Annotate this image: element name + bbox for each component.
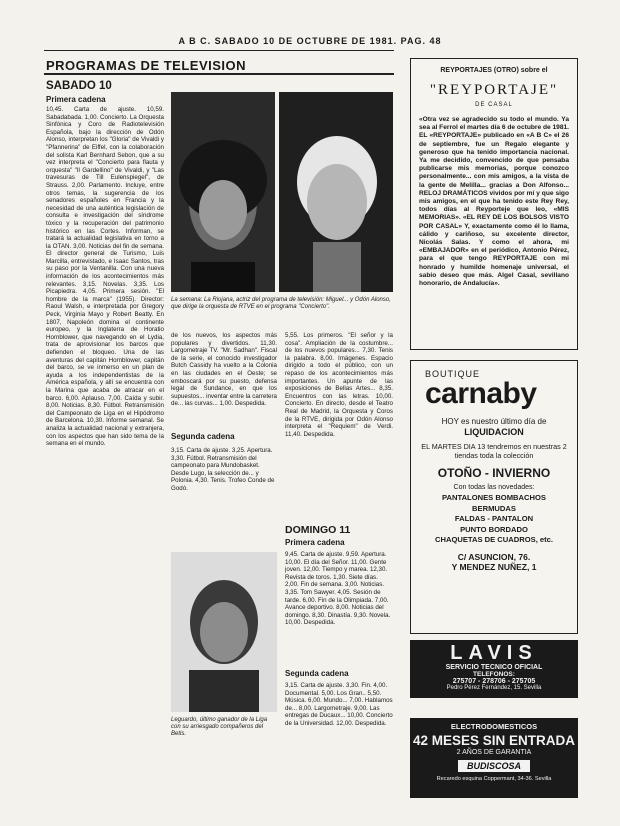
lavis-phones-label: TELEFONOS: xyxy=(473,671,515,678)
footballer-image xyxy=(171,552,277,712)
channel-heading-sunday-second: Segunda cadena xyxy=(285,669,349,678)
channel-heading-second: Segunda cadena xyxy=(171,432,235,441)
footballer-caption: Leguardo, último ganador de la Liga con su arriesgado compañeros del Betis. xyxy=(171,717,268,737)
carnaby-item: CHAQUETAS DE CUADROS, etc. xyxy=(435,535,553,544)
day-heading-sunday: DOMINGO 11 xyxy=(285,524,351,536)
budiscosa-ad xyxy=(410,718,578,798)
lavis-phones: 275707 - 278706 - 275705 xyxy=(452,678,536,685)
carnaby-line2: EL MARTES DIA 13 tendremos en nuestras 2 tiendas toda la colección xyxy=(421,442,567,460)
portrait-right-image xyxy=(279,92,393,292)
footballer-photo xyxy=(171,552,277,712)
lavis-brand: LAVIS xyxy=(450,642,538,664)
sunday-second-text: 3,15. Carta de ajuste. 3,30. Fin. 4,00. Documental. 5,00. Los Gran.. 5,50. Música. 6,00. Mundo... 7,00. Hablamos de... 8,00. Largometraje. 9,00. Las entregas de Ducaux... 10,00. Concierto de la Universidad. 12,00. Despedida. xyxy=(285,682,393,727)
carnaby-liquidacion: LIQUIDACION xyxy=(464,427,524,437)
carnaby-line3: Con todas las novedades: xyxy=(453,484,535,491)
day-heading-saturday: SABADO 10 xyxy=(46,80,112,92)
carnaby-brand: carnaby xyxy=(425,377,537,410)
carnaby-items xyxy=(411,493,577,546)
column-three xyxy=(285,332,393,750)
page-header: A B C. SABADO 10 DE OCTUBRE DE 1981. PAG. 48 xyxy=(178,36,442,46)
header-rule xyxy=(44,50,394,51)
top-photo-caption: La semana: La Riojana, actriz del programa de televisión: Miguel... y Odón Alonso, que dirige la orquesta de RTVE en el programa "Concierto". xyxy=(171,297,391,310)
saturday-column xyxy=(46,80,164,772)
channel-heading-first: Primera cadena xyxy=(46,95,106,104)
lavis-service: SERVICIO TECNICO OFICIAL xyxy=(445,664,543,671)
column-two-top-text: de los nuevos, los aspectos más populares y divertidos. 11,30. Largometraje TV. "Mr. Sadhan". Fiscal de la serie, el conocido investigador Butch Cassidy ha vuelto a la Colonia en las ciudades en el Oeste; se emboscará por su puesto, defensa legal de Sundance, en que los supuestos... inventar entre la carretera de... las curvas... 1,00. Despedida. xyxy=(171,332,277,408)
budiscosa-top: ELECTRODOMESTICOS xyxy=(450,722,538,731)
budiscosa-offer: 42 MESES SIN ENTRADA xyxy=(412,733,576,748)
budiscosa-address: Recaredo esquina Coppermant, 34-36. Sevilla xyxy=(436,776,552,782)
second-channel-text: 3,15. Carta de ajuste. 3,25. Apertura. 3,30. Fútbol. Retransmisión del campeonato para Mundobasket. Desde Lugo, la selección de... y Polonia. 4,30. Tenis. Trofeo Conde de Godó. xyxy=(171,447,275,492)
carnaby-boutique-label: BOUTIQUE xyxy=(425,369,481,379)
section-title: PROGRAMAS DE TELEVISION xyxy=(46,58,247,73)
carnaby-ad xyxy=(410,360,578,634)
carnaby-item: PUNTO BORDADO xyxy=(460,524,528,534)
portrait-photo-left xyxy=(171,92,275,292)
carnaby-item: BERMUDAS xyxy=(472,503,516,513)
saturday-schedule-text: 10,45. Carta de ajuste. 10,59. Sabadabada. 1,00. Concierto. La Orquesta Sinfónica y Coro de Radiotelevisión Española, bajo la dirección de Odón Alonso, interpretan los "Gloria" de Vivaldi y "Pfannerina" de Eiffel, con la colaboración del solista Karl Bernhard Sebon, que a su vez interpreta el "Concierto para flauta y orquesta" "Il Gardellino" de Vivaldi, y "Las travesuras de Till Eulenspiegel", de Strauss. 2,00. Parlamento. Incluye, entre otros temas, la sugerencia de los senadores españoles en Francia y la necesidad de una auténtica legislación de consulta e investigación del síndrome tóxico y la recuperación del patrimonio histórico en las Cortes. Informan, se tratará la actualidad legislativa en torno a la OTAN. 3,00. Noticias del fin de semana. El director general de Turismo, Luis Marcilla, entrevistado, e Isaac Santos, tras su paso por la Ventanilla. Con una nueva información de los acontecimientos más relevantes. 3,15. Novelas. 3,35. Los Picapiedra. 4,05. Primera sesión. "El hombre de la marca" (1955). Director: Raoul Walsh, e interpretada por Gregory Peck, Virginia Mayo y Robert Beatty. En 1807, Napoleón domina el continente europeo, y la Inglaterra de Horatio Hornblower, que navegando en el Lydia, trata de aprovisionar los barcos que defienden el bloqueo. Una de las aventuras del capitán Hornblower, capitán del barco, se ve inmerso en un plan de ayuda a los independentistas de la América española, y allí se encuentra con la Marina que acaba de atracar en el barco. 6,00. Aplauso. 7,00. Caída y subir. 8,00. Noticias. 8,30. Fútbol. Retransmisión del Campeonato de Liga en el Hipódromo de Barcelona. 10,30. Informe semanal. Se analiza la actualidad nacional y extranjera, con los aspectos que han sido tema de la semana en el mundo. xyxy=(46,106,164,448)
carnaby-item: PANTALONES BOMBACHOS xyxy=(442,493,546,502)
carnaby-line1: HOY es nuestro último día de xyxy=(441,417,547,426)
budiscosa-brand: BUDISCOSA xyxy=(458,760,530,772)
reyportaje-title: "REYPORTAJE" xyxy=(429,82,559,98)
carnaby-address2: Y MENDEZ NUÑEZ, 1 xyxy=(451,561,537,572)
carnaby-item: FALDAS - PANTALON xyxy=(454,514,534,523)
reyportaje-subtitle: DE CASAL xyxy=(475,102,513,108)
budiscosa-guarantee: 2 AÑOS DE GARANTIA xyxy=(456,749,532,756)
reyportaje-body: «Otra vez se agradecido su todo el mundo. Ya sea al Ferrol el martes día 6 de octubre de 1981. EL «REYPORTAJE» publicado en «A B C» el 26 de septiembre, fue un Regalo elegante y generoso que ha tenido importancia nacional. Ya me decidido, convencido de que pensaba publicarse mis memorias, porque conozco personalmente... con mis amigos, a la vista de la gente de Melilla... gracias a Don Alfonso... RELOJ DRAMÁTICOS vividos por mí y que sigo mis amigos, en el que ha tenido este Rey Rey, todos días al Reyporteje que leo, «MIS MEMORIAS». «EL REY DE LOS BOLSOS VISTO POR CASAL» Y, exactamente como él lo llama, cálido y cariñoso, su excelente director, Nicolás Salas. Y como el ahora, mi «EMBAJADOR» en el periódico, Antonio Pérez, para el que tengo REYPORTAJE con mi honrado y humilde homenaje universal, el sabio deseo que más. Algel Casal, sevillano honorario, de Andalucía». xyxy=(419,116,569,288)
carnaby-season: OTOÑO - INVIERNO xyxy=(437,466,551,480)
portrait-left-image xyxy=(171,92,275,292)
channel-heading-sunday-first: Primera cadena xyxy=(285,538,345,547)
column-two xyxy=(171,332,277,521)
carnaby-address1: C/ ASUNCION, 76. xyxy=(457,551,531,562)
portrait-photo-right xyxy=(279,92,393,292)
lavis-ad xyxy=(410,640,578,698)
column-three-top-text: 5,55. Los primeros. "El señor y la cosa". Ampliación de la costumbre... de los nuevos populares... 7,30. Tenis la palabra. 8,00. Imágenes. Espacio dirigido a todo el público, con un repaso de los acontecimientos más importantes. Un apunte de las exposiciones de Bellas Artes... 8,35. Encuentros con las letras. 10,00. Concierto. En directo, desde el Teatro Real de Madrid, la Orquesta y Coros de la RTVE, dirigida por Odón Alonso interpreta el "Requiem" de Verdi. 11,40. Despedida. xyxy=(285,332,393,438)
reyportaje-kicker: REYPORTAJES (OTRO) sobre el xyxy=(440,67,548,74)
section-rule xyxy=(44,73,394,75)
sunday-first-text: 9,45. Carta de ajuste. 9,59. Apertura. 10,00. El día del Señor. 11,00. Gente joven. 12,00. Tiempo y marea. 12,30. Revista de toros. 1,30. Siete días. 2,00. Fin de semana. 3,00. Noticias. 3,35. Tom Sawyer. 4,05. Sesión de tarde. 6,00. Fin de la Olimpiada. 7,00. Avance deportivo. 8,00. Noticias del domingo. 8,30. Dinastía. 9,30. Novela. 10,00. Despedida. xyxy=(285,551,391,627)
lavis-address: Pedro Pérez Fernández, 15. Sevilla xyxy=(446,685,542,691)
reyportaje-ad xyxy=(410,58,578,350)
